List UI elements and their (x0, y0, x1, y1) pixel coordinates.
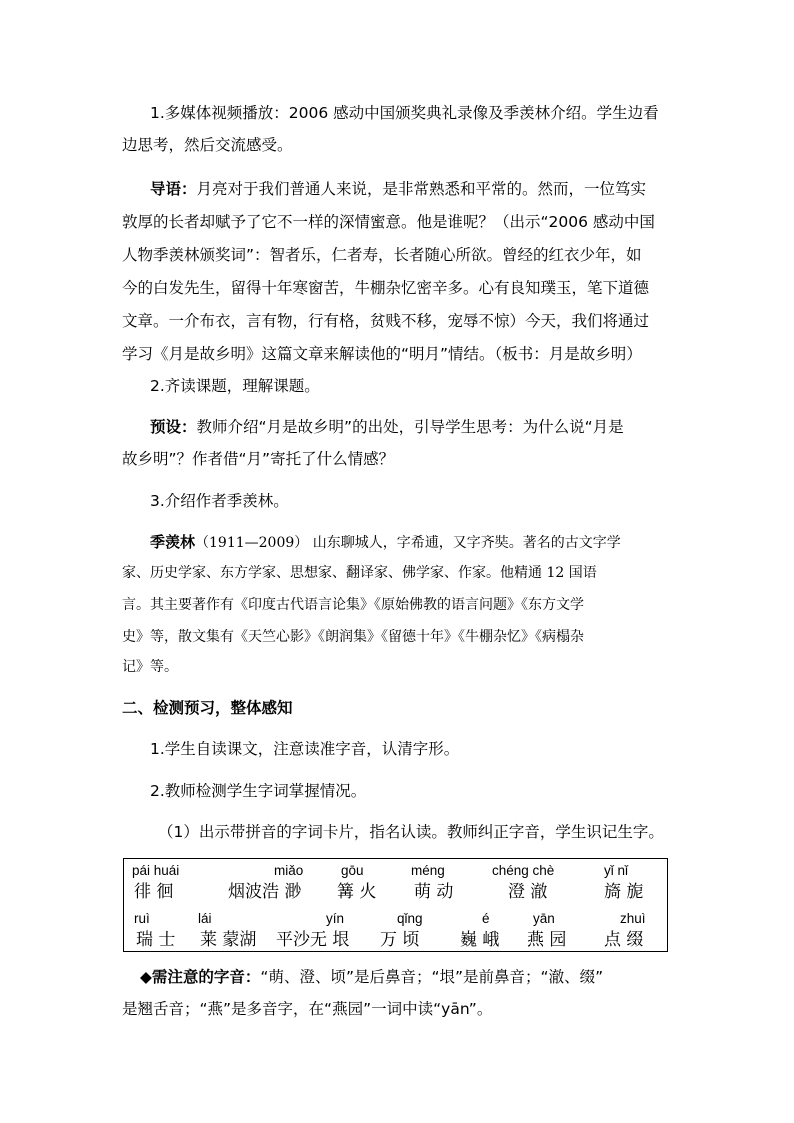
guide-line-3: 人物季羡林颁奖词”：智者乐，仁者寿，长者随心所欲。曾经的红衣少年，如 (122, 246, 642, 264)
pinyin-label: yín (326, 911, 345, 926)
pinyin-label: chéng chè (492, 863, 555, 878)
word-entry: 徘 徊 (134, 882, 174, 902)
preset-line-1 (150, 416, 624, 438)
preset-text-1: 教师介绍“月是故乡明”的出处，引导学生思考：为什么说“月是 (196, 418, 624, 436)
bio-line-4: 史》等，散文集有《天竺心影》《朗润集》《留德十年》《牛棚杂忆》《病榻杂 (122, 629, 584, 645)
word-entry: 澄 澈 (508, 882, 548, 902)
pinyin-label: miǎo (274, 863, 304, 878)
bio-line-2: 家、历史学家、东方学家、思想家、翻译家、佛学家、作家。他精通 12 国语 (122, 565, 597, 581)
paragraph-video-line-2: 边思考，然后交流感受。 (122, 136, 293, 154)
paragraph-word-cards: （1）出示带拼音的字词卡片，指名认读。教师纠正字音，学生识记生字。 (158, 823, 664, 841)
paragraph-author-intro: 3.介绍作者季羡林。 (150, 492, 289, 510)
word-entry: 点 缀 (604, 930, 644, 950)
section-heading-preview: 二、检测预习，整体感知 (122, 699, 293, 717)
preset-line-2: 故乡明”？作者借“月”寄托了什么情感？ (122, 450, 395, 468)
guide-label: 导语： (150, 180, 197, 198)
pinyin-word-card (123, 858, 668, 952)
word-entry: 燕 园 (527, 930, 567, 950)
paragraph-self-read: 1.学生自读课文，注意读准字音，认清字形。 (150, 740, 460, 758)
pinyin-label: gōu (341, 863, 364, 878)
paragraph-check-words: 2.教师检测学生字词掌握情况。 (150, 782, 367, 800)
word-entry: 巍 峨 (460, 930, 500, 950)
bio-text-1: （1911—2009） 山东聊城人，字希逋，又字齐奘。著名的古文字学 (195, 535, 621, 551)
guide-line-5: 文章。一介布衣，言有物，行有格，贫贱不移，宠辱不惊）今天，我们将通过 (122, 312, 650, 330)
note-line-2: 是翘舌音；“燕”是多音字，在“燕园”一词中读“yān”。 (122, 1000, 493, 1018)
word-entry: 萌 动 (414, 882, 454, 902)
word-entry: 平沙无 垠 (276, 930, 350, 950)
word-entry: 莱 蒙湖 (200, 930, 257, 950)
bio-line-1 (150, 531, 621, 554)
guide-text-1: 月亮对于我们普通人来说，是非常熟悉和平常的。然而，一位笃实 (196, 180, 647, 198)
pinyin-label: lái (198, 911, 212, 926)
note-text-1: “萌、澄、顷”是后鼻音；“垠”是前鼻音；“澈、缀” (260, 968, 604, 986)
pinyin-label: yǐ nǐ (604, 863, 629, 878)
word-entry: 烟波浩 渺 (228, 882, 302, 902)
bio-line-5: 记》等。 (122, 659, 178, 675)
pinyin-label: yān (533, 911, 555, 926)
word-entry: 旖 旎 (604, 882, 644, 902)
word-entry: 瑞 士 (136, 930, 176, 950)
bio-line-3: 言。其主要著作有《印度古代语言论集》《原始佛教的语言问题》《东方文学 (122, 597, 584, 613)
pinyin-label: zhuì (620, 911, 646, 926)
preset-label: 预设： (150, 418, 197, 436)
note-label: ◆需注意的字音： (140, 968, 261, 986)
word-entry: 万 顷 (380, 930, 420, 950)
paragraph-video-line-1: 1.多媒体视频播放：2006 感动中国颁奖典礼录像及季羡林介绍。学生边看 (150, 104, 659, 122)
guide-line-2: 敦厚的长者却赋予了它不一样的深情蜜意。他是谁呢？（出示“2006 感动中国 (122, 213, 655, 231)
pinyin-label: ruì (134, 911, 150, 926)
bio-name: 季羡林 (150, 533, 196, 551)
paragraph-read-title: 2.齐读课题，理解课题。 (150, 377, 320, 395)
pinyin-label: méng (411, 863, 445, 878)
guide-line-4: 今的白发先生，留得十年寒窗苦，牛棚杂忆密辛多。心有良知璞玉，笔下道德 (122, 279, 650, 297)
note-line-1 (140, 966, 603, 988)
pinyin-label: pái huái (132, 863, 180, 878)
word-entry: 篝 火 (337, 882, 377, 902)
pinyin-label: é (482, 911, 490, 926)
guide-line-1 (150, 178, 646, 200)
guide-line-6: 学习《月是故乡明》这篇文章来解读他的“明月”情结。（板书：月是故乡明） (122, 345, 642, 363)
pinyin-label: qǐng (397, 911, 423, 926)
